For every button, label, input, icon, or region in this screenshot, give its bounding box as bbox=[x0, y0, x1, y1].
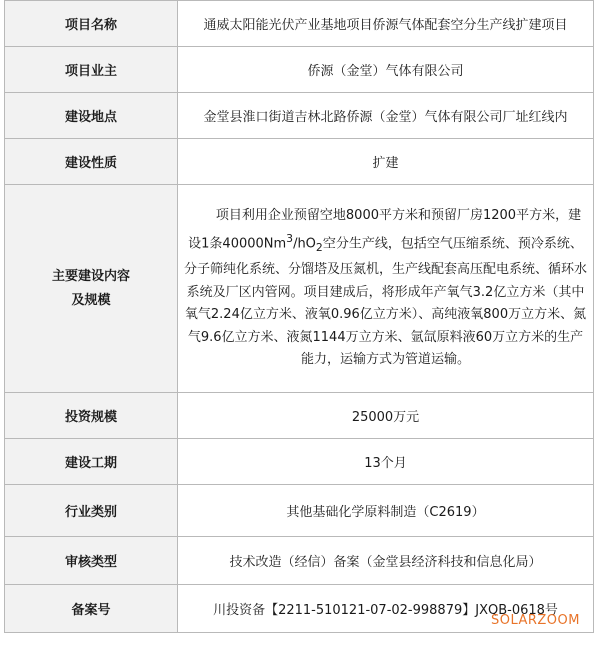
row-project-owner bbox=[5, 47, 594, 93]
value-location: 金堂县淮口街道吉林北路侨源（金堂）气体有限公司厂址红线内 bbox=[178, 93, 594, 139]
label-period: 建设工期 bbox=[5, 439, 178, 485]
content-text-part1: 项目利用企业预留空地8000平方米和预留厂房1200平方米，建设1条40000Nm bbox=[188, 208, 582, 252]
row-investment bbox=[5, 393, 594, 439]
content-paragraph bbox=[184, 205, 587, 371]
row-location bbox=[5, 93, 594, 139]
row-nature bbox=[5, 139, 594, 185]
row-period bbox=[5, 439, 594, 485]
label-review-type: 审核类型 bbox=[5, 537, 178, 585]
row-review-type bbox=[5, 537, 594, 585]
row-content-scale bbox=[5, 185, 594, 393]
content-text-mid: /hO bbox=[293, 236, 316, 252]
label-project-name: 项目名称 bbox=[5, 1, 178, 47]
label-nature: 建设性质 bbox=[5, 139, 178, 185]
value-period: 13个月 bbox=[178, 439, 594, 485]
label-content-scale bbox=[5, 185, 178, 393]
value-industry: 其他基础化学原料制造（C2619） bbox=[178, 485, 594, 537]
value-project-name: 通威太阳能光伏产业基地项目侨源气体配套空分生产线扩建项目 bbox=[178, 1, 594, 47]
value-review-type: 技术改造（经信）备案（金堂县经济科技和信息化局） bbox=[178, 537, 594, 585]
label-content-line2: 及规模 bbox=[71, 292, 111, 308]
label-content-line1: 主要建设内容 bbox=[51, 268, 130, 284]
label-industry: 行业类别 bbox=[5, 485, 178, 537]
watermark-logo: SOLARZOOM bbox=[490, 613, 580, 628]
content-superscript: 3 bbox=[286, 231, 294, 245]
value-nature: 扩建 bbox=[178, 139, 594, 185]
value-investment: 25000万元 bbox=[178, 393, 594, 439]
content-subscript: 2 bbox=[315, 240, 323, 254]
row-project-name bbox=[5, 1, 594, 47]
project-info-table bbox=[4, 0, 594, 633]
value-record-number: 川投资备【2211-510121-07-02-998879】JXQB-0618号 bbox=[178, 585, 594, 633]
label-investment: 投资规模 bbox=[5, 393, 178, 439]
row-industry bbox=[5, 485, 594, 537]
content-text-part2: 空分生产线，包括空气压缩系统、预冷系统、分子筛纯化系统、分馏塔及压氮机，生产线配套高压配电系统、循环水系统及厂区内管网。项目建成后，将形成年产氧气3.2亿立方米（其中氧气2.24亿立方米、液氧0.96亿立方米）、高纯液氧800万立方米、氮气9.6亿立方米、液氮1144万立方米、氩氙原料液60万立方米的生产能力，运输方式为管道运输。 bbox=[184, 236, 588, 368]
label-record-number: 备案号 bbox=[5, 585, 178, 633]
value-content-scale bbox=[178, 185, 594, 393]
label-location: 建设地点 bbox=[5, 93, 178, 139]
label-project-owner: 项目业主 bbox=[5, 47, 178, 93]
value-project-owner: 侨源（金堂）气体有限公司 bbox=[178, 47, 594, 93]
